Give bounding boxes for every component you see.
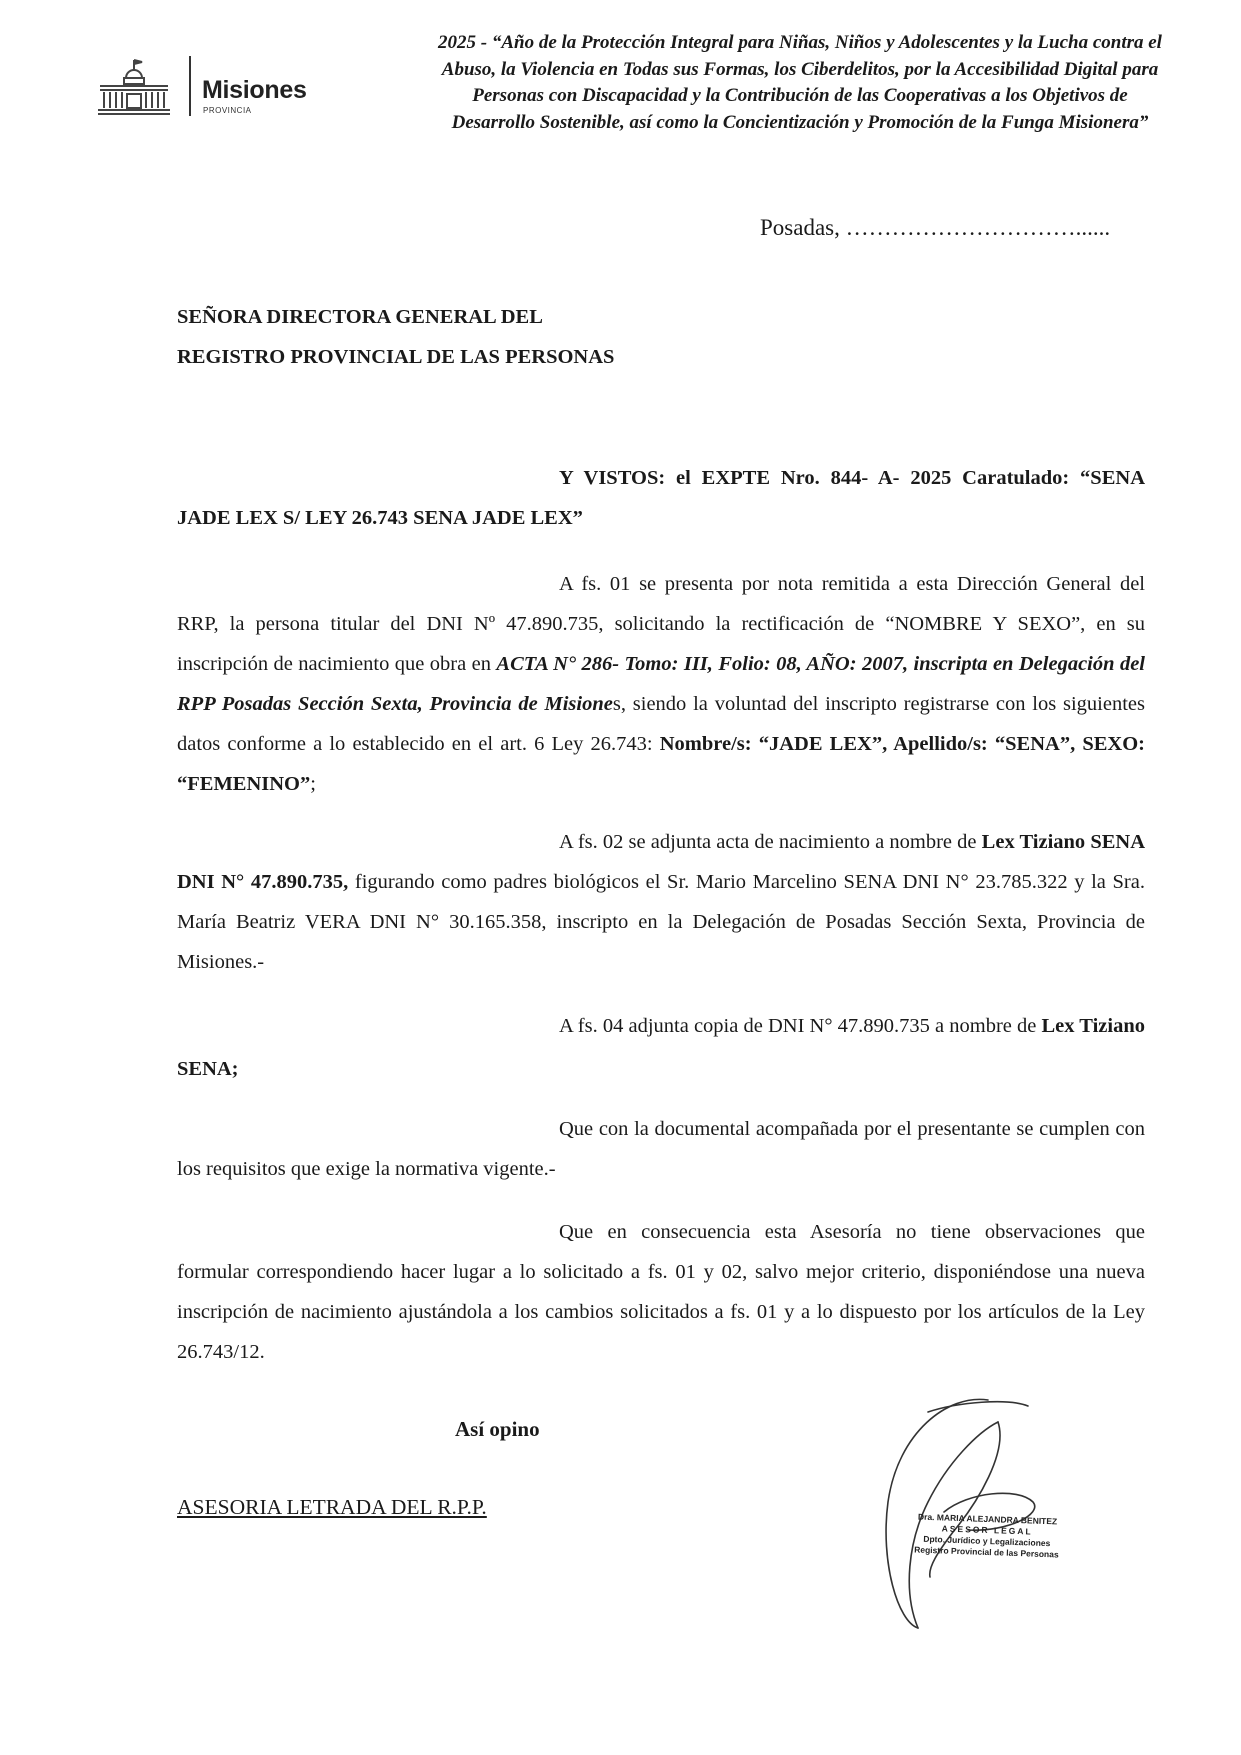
office-name: ASESORIA LETRADA DEL R.P.P. (177, 1495, 487, 1519)
p2-text-a: A fs. 01 se presenta por nota remitida a esta Dirección General del RRP, la persona titular del DNI Nº 47.890.735, solicitando la rectificación de “NOMBRE Y SEXO”, en su inscripción de nacimiento que obra en (177, 573, 1145, 675)
stamp-line-4: Registro Provincial de las Personas (914, 1544, 1059, 1560)
paragraph-vistos (177, 458, 1145, 538)
p4-text-a: A fs. 04 adjunta copia de DNI N° 47.890.735 a nombre de (559, 1015, 1042, 1037)
p5-text: Que con la documental acompañada por el presentante se cumplen con los requisitos que exige la normativa vigente.- (177, 1118, 1145, 1180)
p4-name: Lex Tiziano SENA; (177, 1015, 1145, 1080)
government-building-icon (96, 54, 196, 132)
paragraph-fs01 (177, 564, 1145, 804)
p3-text-a: A fs. 02 se adjunta acta de nacimiento a nombre de (559, 831, 982, 853)
p2-requested-data: Nombre/s: “JADE LEX”, Apellido/s: “SENA”, SEXO: “FEMENINO” (177, 733, 1145, 795)
p2-text-c: s, siendo la voluntad del inscripto registrarse con los siguientes datos conforme a lo establecido en el art. 6 Ley 26.743: (177, 693, 1145, 755)
closing-statement: Así opino (455, 1417, 540, 1441)
addressee-line-1: SEÑORA DIRECTORA GENERAL DEL (177, 306, 543, 328)
logo-subtitle: PROVINCIA (203, 106, 252, 115)
addressee (177, 297, 614, 377)
p2-acta-reference: ACTA N° 286- Tomo: III, Folio: 08, AÑO: 2007, inscripta en Delegación del RPP Posadas Sección Sexta, Provincia de Misione (177, 653, 1145, 715)
paragraph-conclusion (177, 1212, 1145, 1372)
stamp-line-3: Dpto. Jurídico y Legalizaciones (923, 1533, 1051, 1549)
paragraph-fs04 (177, 1005, 1145, 1091)
legal-stamp (911, 1511, 1062, 1560)
year-motto: 2025 - “Año de la Protección Integral para Niñas, Niños y Adolescentes y la Lucha contra el Abuso, la Violencia en Todas sus Formas, los Ciberdelitos, por la Accesibilidad Digital para Personas con Discapacidad y la Contribución de las Cooperativas a los Objetivos de Desarrollo Sostenible, así como la Concientización y Promoción de la Funga Misionera” (438, 32, 1162, 133)
p3-name-dni: Lex Tiziano SENA DNI N° 47.890.735, (177, 831, 1146, 893)
paragraph-documental (177, 1109, 1145, 1189)
misiones-logo (96, 54, 346, 132)
paragraph-fs02 (177, 822, 1145, 982)
place-date: Posadas, …………………………...... (760, 215, 1111, 240)
stamp-line-2: ASESOR LEGAL (941, 1523, 1033, 1537)
p2-text-e: ; (310, 773, 316, 795)
p6-text: Que en consecuencia esta Asesoría no tiene observaciones que formular correspondiendo hacer lugar a lo solicitado a fs. 01 y 02, salvo mejor criterio, disponiéndose una nueva inscripción de nacimiento ajustándola a los cambios solicitados a fs. 01 y a lo dispuesto por los artículos de la Ley 26.743/12. (177, 1221, 1145, 1363)
logo-name: Misiones (202, 76, 307, 104)
stamp-line-1: Dra. MARIA ALEJANDRA BENITEZ (917, 1511, 1058, 1527)
p3-text-c: figurando como padres biológicos el Sr. Mario Marcelino SENA DNI N° 23.785.322 y la Sra. María Beatriz VERA DNI N° 30.165.358, inscripto en la Delegación de Posadas Sección Sexta, Provincia de Misiones.- (177, 871, 1145, 973)
addressee-line-2: REGISTRO PROVINCIAL DE LAS PERSONAS (177, 346, 615, 368)
vistos-text: Y VISTOS: el EXPTE Nro. 844- A- 2025 Caratulado: “SENA JADE LEX S/ LEY 26.743 SENA JADE LEX” (177, 467, 1145, 529)
